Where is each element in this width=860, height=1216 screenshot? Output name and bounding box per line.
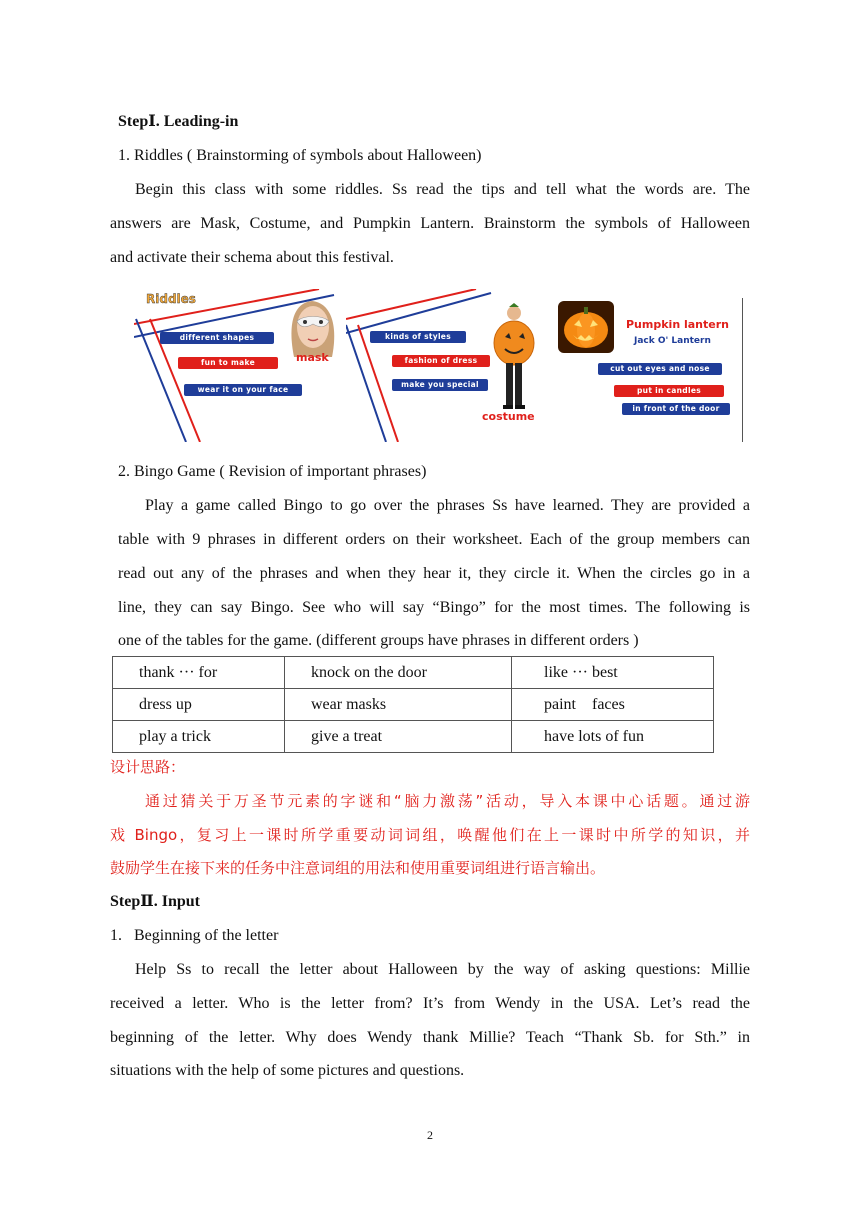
tip-kinds-of-styles: kinds of styles [370,331,466,343]
bingo-item-title: 2. Bingo Game ( Revision of important phrases) [118,463,427,480]
letter-item-title: 1. Beginning of the letter [110,927,279,944]
bingo-cell: thank ··· for [113,657,285,689]
para1-line-3: and activate their schema about this festival. [110,249,394,266]
design-line-2: 戏 Bingo，复习上一课时所学重要动词词组，唤醒他们在上一课时中所学的知识，并 [110,826,750,844]
table-row [113,689,714,721]
para1-line-1: Begin this class with some riddles. Ss read the tips and tell what the words are. The [135,181,750,198]
bingo-cell: dress up [113,689,285,721]
bingo-cell: paint faces [512,689,714,721]
bingo-cell: wear masks [285,689,512,721]
tip-put-in-candles: put in candles [614,385,724,397]
pumpkin-lantern-image [558,301,614,353]
riddle-slide-pumpkin-lantern [554,289,742,442]
answer-costume: costume [482,410,535,423]
page-number: 2 [427,1128,433,1142]
riddles-title: Riddles [146,292,196,306]
step2-heading: StepⅡ. Input [110,893,200,910]
bingo-cell: give a treat [285,721,512,753]
design-line-1: 通过猜关于万圣节元素的字谜和“脑力激荡”活动，导入本课中心话题。通过游 [145,792,750,810]
riddles-item-title: 1. Riddles ( Brainstorming of symbols about Halloween) [118,147,482,164]
slide-border-right [742,298,743,442]
para2-line-3: read out any of the phrases and when they hear it, they circle it. When the circles go in a [118,565,750,582]
tip-fashion-of-dress: fashion of dress [392,355,490,367]
step2-para-line-1: Help Ss to recall the letter about Halloween by the way of asking questions: Millie [135,961,750,978]
step1-heading: StepⅠ. Leading-in [118,113,239,130]
tip-in-front-of-door: in front of the door [622,403,730,415]
riddle-slide-mask [134,289,344,442]
para1-line-2: answers are Mask, Costume, and Pumpkin Lantern. Brainstorm the symbols of Halloween [110,215,750,232]
tip-make-you-special: make you special [392,379,488,391]
bingo-table [112,656,714,753]
mask-face-image [284,297,340,357]
tip-different-shapes: different shapes [160,332,274,344]
riddle-slide-costume [346,289,550,442]
para2-line-4: line, they can say Bingo. See who will say “Bingo” for the most times. The following is [118,599,750,616]
para2-line-2: table with 9 phrases in different orders on their worksheet. Each of the group members can [118,531,750,548]
table-row [113,657,714,689]
design-line-3: 鼓励学生在接下来的任务中注意词组的用法和使用重要词组进行语言输出。 [110,859,606,877]
para2-line-1: Play a game called Bingo to go over the phrases Ss have learned. They are provided a [145,497,750,514]
tip-cut-out-eyes: cut out eyes and nose [598,363,722,375]
step2-para-line-4: situations with the help of some pictures and questions. [110,1062,465,1079]
costume-person-image [491,303,537,413]
bingo-cell: play a trick [113,721,285,753]
bingo-cell: knock on the door [285,657,512,689]
step2-para-line-2: received a letter. Who is the letter from? It’s from Wendy in the USA. Let’s read the [110,995,750,1012]
jack-o-lantern-subtitle: Jack O' Lantern [634,336,711,346]
pumpkin-lantern-title: Pumpkin lantern [626,318,729,331]
table-row [113,721,714,753]
para2-line-5: one of the tables for the game. (different groups have phrases in different orders ) [118,632,639,649]
design-label: 设计思路： [110,758,186,776]
bingo-cell: like ··· best [512,657,714,689]
tip-wear-on-face: wear it on your face [184,384,302,396]
bingo-cell: have lots of fun [512,721,714,753]
step2-para-line-3: beginning of the letter. Why does Wendy thank Millie? Teach “Thank Sb. for Sth.” in [110,1029,750,1046]
tip-fun-to-make: fun to make [178,357,278,369]
answer-mask: mask [296,351,329,364]
